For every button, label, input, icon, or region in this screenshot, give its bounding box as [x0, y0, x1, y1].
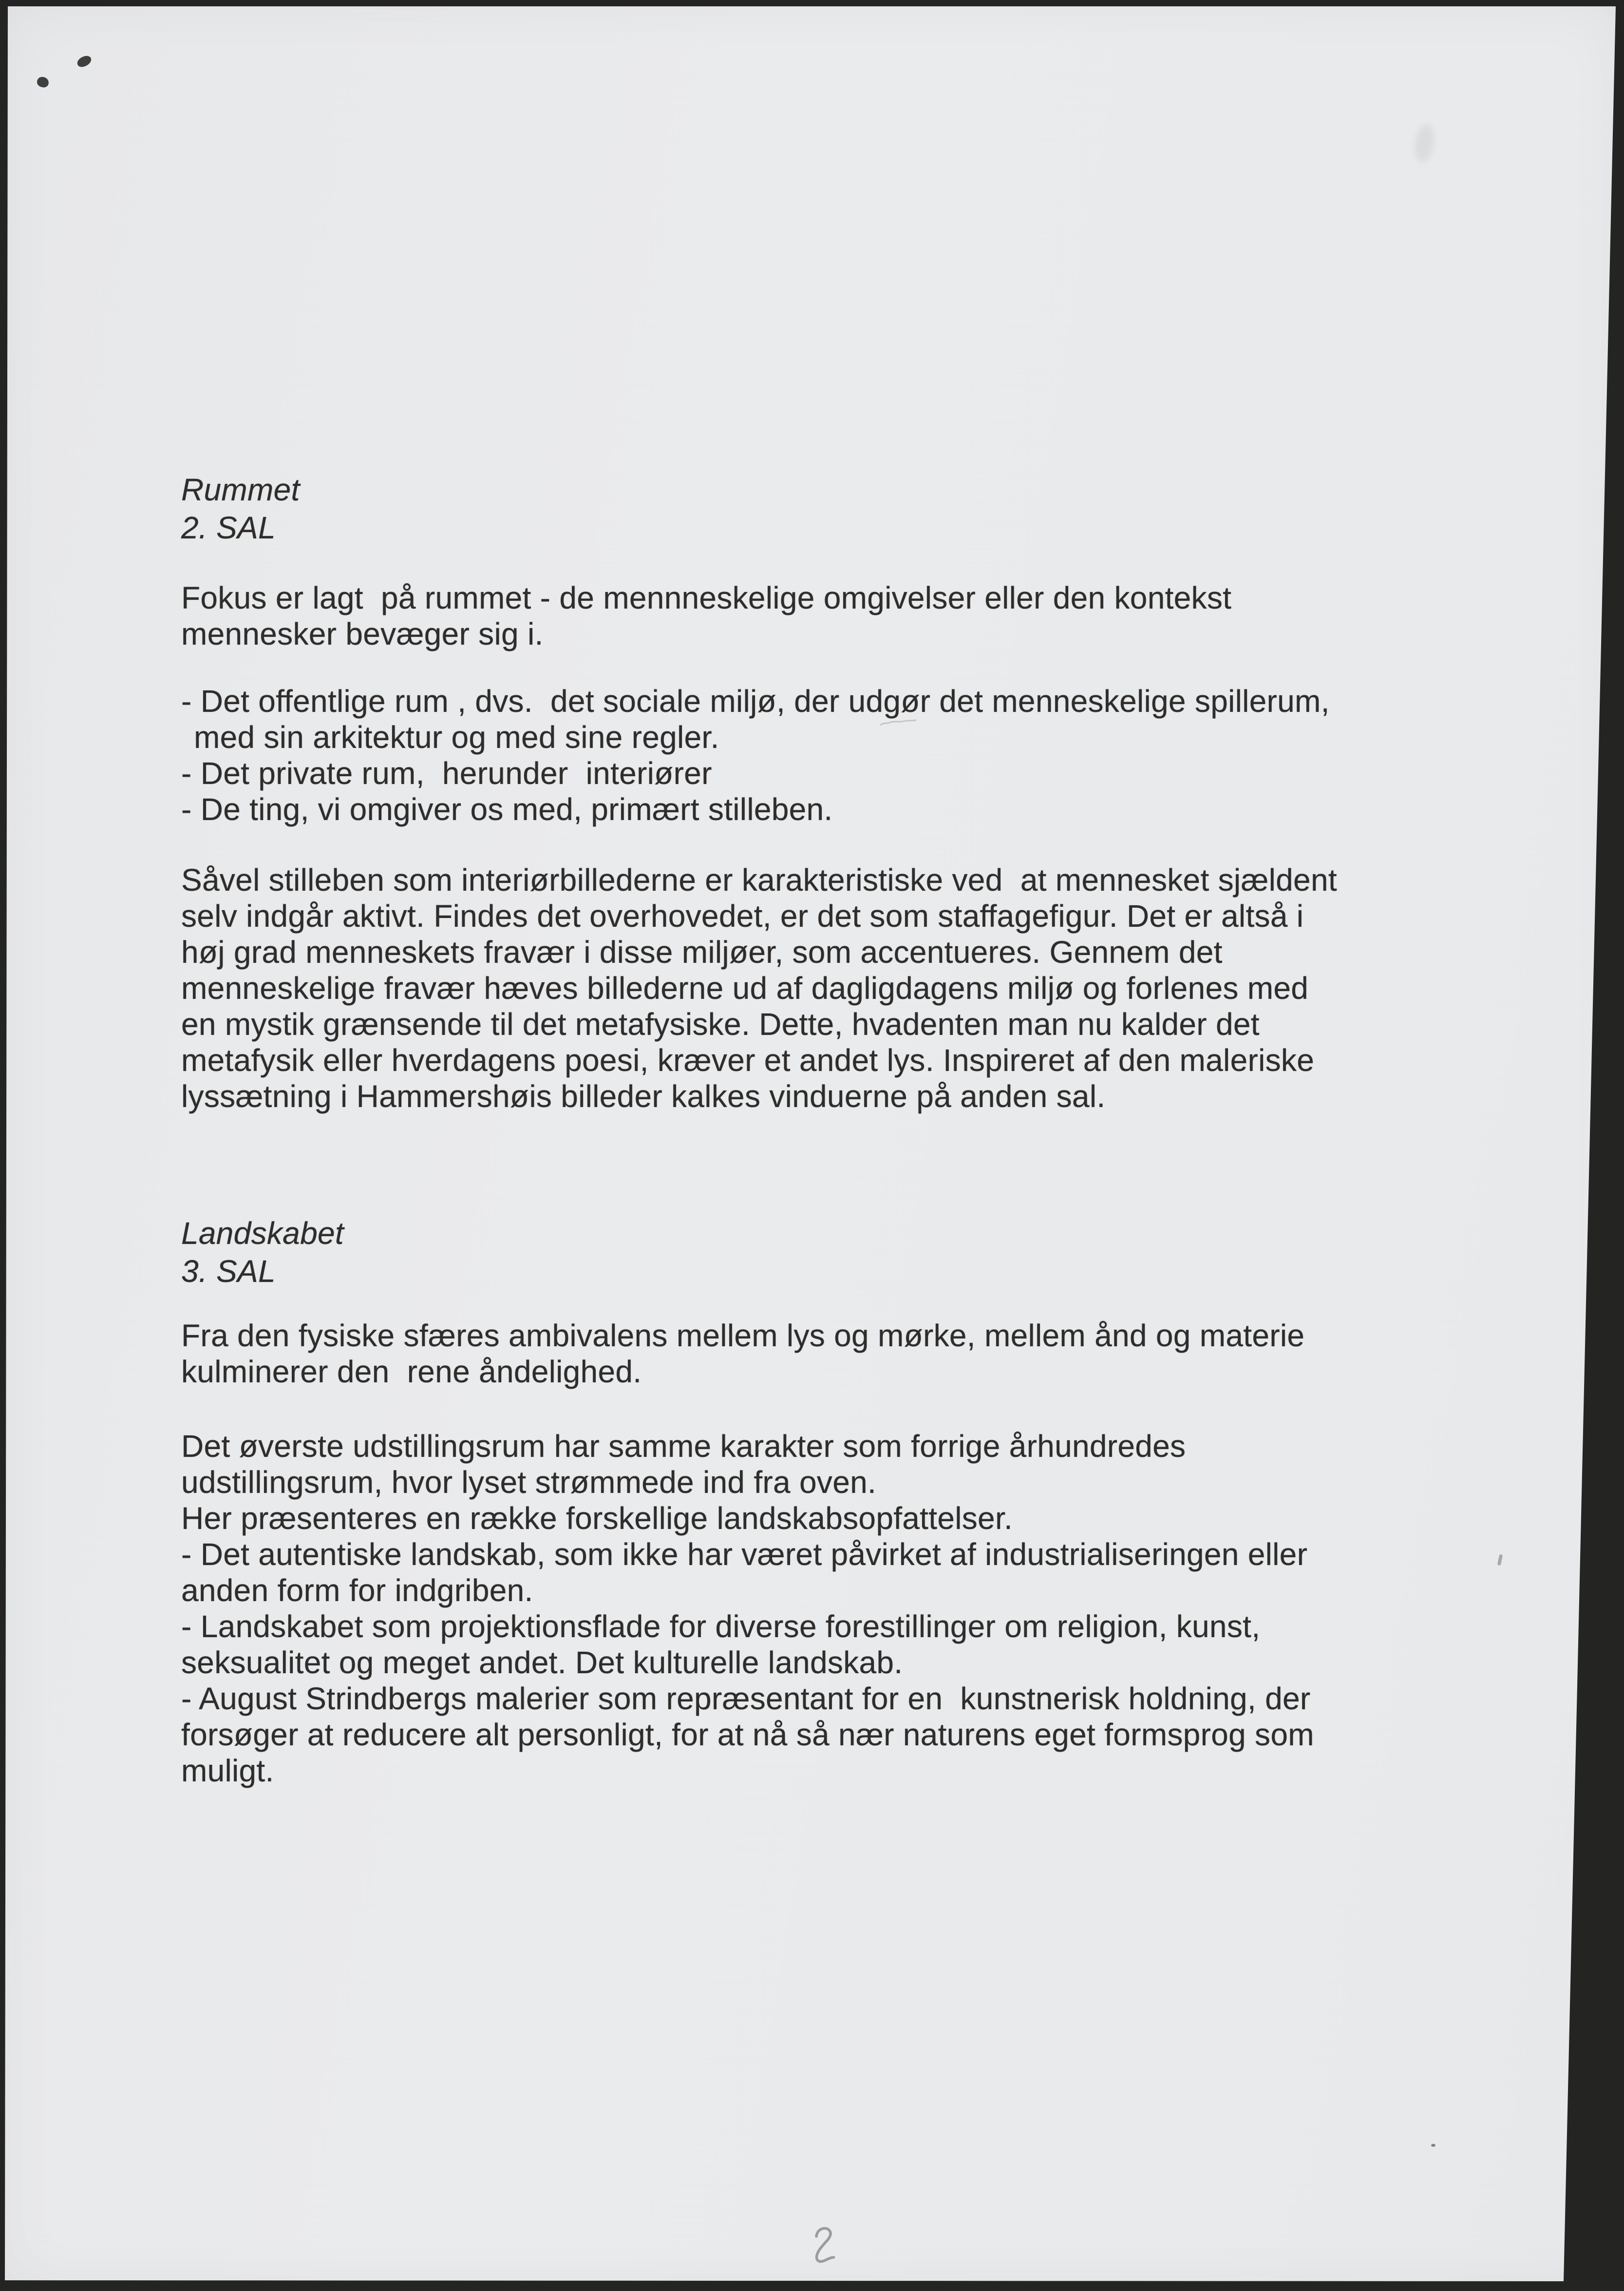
bullet-line: - August Strindbergs malerier som repræsentant for en kunstnerisk holdning, der [181, 1681, 1311, 1716]
text-line: kulminerer den rene åndelighed. [181, 1354, 642, 1389]
text-line: lyssætning i Hammershøis billeder kalkes vinduerne på anden sal. [181, 1079, 1106, 1114]
bullet-line: - Landskabet som projektionsflade for diverse forestillinger om religion, kunst, [181, 1609, 1261, 1644]
paragraph-saavel [181, 862, 1337, 1114]
text-line: anden form for indgriben. [181, 1573, 533, 1608]
text-line: metafysik eller hverdagens poesi, kræver et andet lys. Inspireret af den maleriske [181, 1043, 1315, 1078]
section-rummet-heading [181, 471, 300, 547]
section-floor-label: 2. SAL [181, 510, 276, 545]
text-line: mennesker bevæger sig i. [181, 616, 544, 651]
text-line: muligt. [181, 1753, 274, 1788]
bullet-line: - Det offentlige rum , dvs. det sociale miljø, der udgør det menneskelige spillerum, [181, 684, 1330, 719]
scan-speck [1431, 2144, 1435, 2147]
text-line: Fra den fysiske sfæres ambivalens mellem lys og mørke, mellem ånd og materie [181, 1318, 1305, 1353]
text-line: selv indgår aktivt. Findes det overhovedet, er det som staffagefigur. Det er altså i [181, 898, 1304, 934]
bullet-line: - Det private rum, herunder interiører [181, 756, 712, 791]
handwritten-page-number [810, 2224, 842, 2268]
paragraph-det-oeverste [181, 1428, 1314, 1789]
text-line: seksualitet og meget andet. Det kulturelle landskab. [181, 1645, 903, 1680]
section-title: Rummet [181, 472, 300, 507]
text-line: høj grad menneskets fravær i disse miljøer, som accentueres. Gennem det [181, 935, 1223, 970]
paragraph-fokus [181, 580, 1231, 652]
bullet-line: - De ting, vi omgiver os med, primært stilleben. [181, 792, 833, 827]
bullet-list-rum [181, 683, 1330, 827]
text-line: Såvel stilleben som interiørbillederne er karakteristiske ved at mennesket sjældent [181, 862, 1337, 897]
bullet-continuation-line: med sin arkitektur og med sine regler. [194, 720, 719, 755]
section-floor-label: 3. SAL [181, 1254, 276, 1289]
text-line: menneskelige fravær hæves billederne ud af dagligdagens miljø og forlenes med [181, 971, 1309, 1006]
text-line: Her præsenteres en række forskellige landskabsopfattelser. [181, 1501, 1013, 1536]
section-title: Landskabet [181, 1216, 344, 1251]
bullet-line: - Det autentiske landskab, som ikke har været påvirket af industrialiseringen eller [181, 1537, 1308, 1572]
paragraph-fra-den [181, 1317, 1304, 1390]
text-line: forsøger at reducere alt personligt, for at nå så nær naturens eget formsprog som [181, 1717, 1314, 1752]
text-line: udstillingsrum, hvor lyset strømmede ind fra oven. [181, 1465, 877, 1500]
text-line: Fokus er lagt på rummet - de mennneskelige omgivelser eller den kontekst [181, 580, 1232, 615]
section-landskabet-heading [181, 1214, 344, 1290]
text-line: Det øverste udstillingsrum har samme karakter som forrige århundredes [181, 1429, 1186, 1464]
text-line: en mystik grænsende til det metafysiske. Dette, hvadenten man nu kalder det [181, 1007, 1260, 1042]
